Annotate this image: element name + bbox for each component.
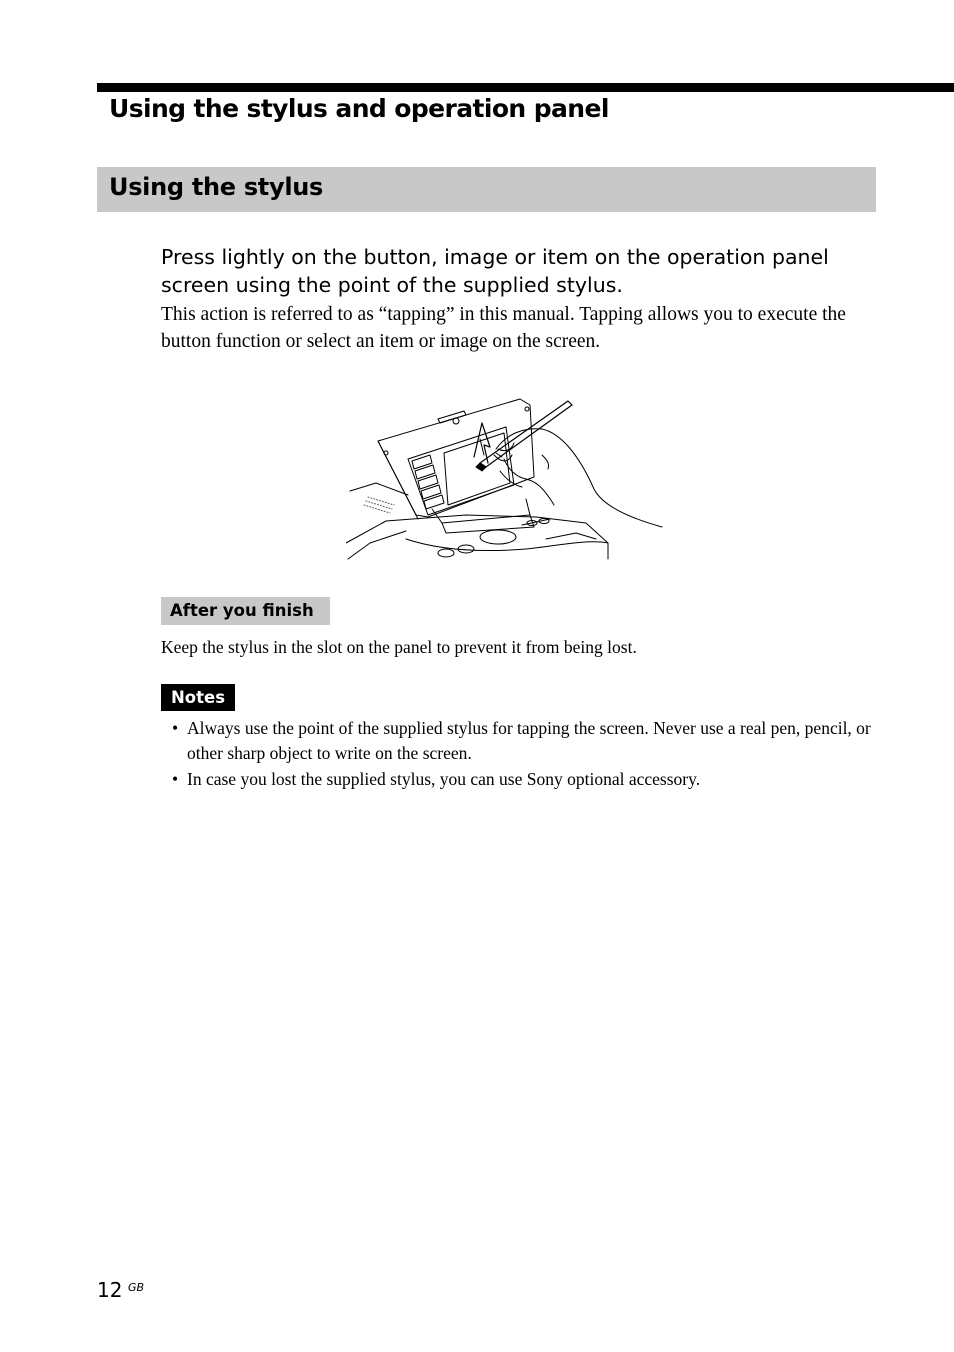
instruction-text: Press lightly on the button, image or item on the operation panel screen using the point of the supplied stylus. (161, 245, 829, 297)
chapter-title: Using the stylus and operation panel (109, 94, 609, 123)
stylus-tapping-illustration (346, 393, 664, 563)
section-band (97, 167, 876, 212)
bullet-icon: • (172, 769, 179, 789)
note-text: In case you lost the supplied stylus, you can use Sony optional accessory. (187, 769, 701, 789)
bullet-icon: • (172, 718, 179, 738)
page-language-suffix: GB (128, 1281, 145, 1294)
after-you-finish-text: Keep the stylus in the slot on the panel to prevent it from being lost. (161, 637, 637, 657)
note-item (172, 767, 872, 792)
top-rule (97, 83, 954, 92)
note-text: Always use the point of the supplied stylus for tapping the screen. Never use a real pen, pencil, or other sharp object to write on the screen. (187, 718, 871, 763)
notes-list (172, 716, 872, 794)
note-item (172, 716, 872, 765)
notes-label: Notes (161, 684, 235, 711)
after-you-finish-label: After you finish (161, 597, 330, 625)
page-number: 12 (97, 1278, 123, 1302)
explanation-text: This action is referred to as “tapping” in this manual. Tapping allows you to execute the button function or select an item or image on the screen. (161, 304, 846, 352)
section-title: Using the stylus (109, 173, 324, 201)
